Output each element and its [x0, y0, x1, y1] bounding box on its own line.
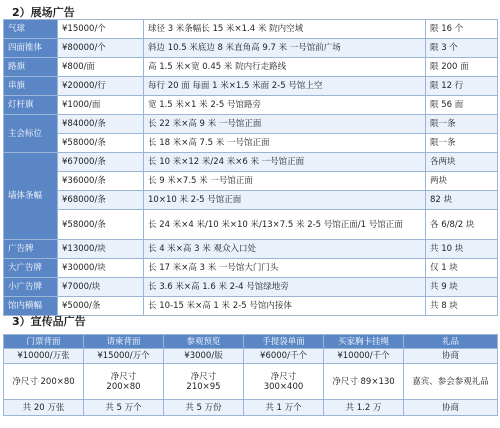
ad-type-cell: 墙体条幅: [4, 153, 58, 240]
table-row: [4, 349, 498, 364]
ad-type-cell: 灯杆旗: [4, 96, 58, 115]
price-cell: ¥36000/条: [58, 172, 144, 191]
header-row: [4, 335, 498, 349]
price-cell: ¥1000/面: [58, 96, 144, 115]
column-header: 门票背面: [4, 335, 84, 349]
limit-cell: 共 8 块: [426, 297, 498, 316]
table-row: [4, 153, 498, 172]
size-cell: 净尺寸 200×80: [4, 364, 84, 400]
spec-cell: 长 22 米×高 9 米 一号馆正面: [144, 115, 426, 134]
table-row: [4, 364, 498, 400]
size-cell: 净尺寸 300×400: [244, 364, 324, 400]
ad-type-cell: 主会标位: [4, 115, 58, 153]
price-cell: ¥800/面: [58, 58, 144, 77]
size-cell: 净尺寸 89×130: [324, 364, 404, 400]
price-cell: ¥10000/万张: [4, 349, 84, 364]
limit-cell: 限一条: [426, 134, 498, 153]
column-header: 礼品: [404, 335, 498, 349]
print-ads-table: [3, 334, 498, 416]
table-row: [4, 400, 498, 416]
table-row: [4, 39, 498, 58]
spec-cell: 长 17 米×高 3 米 一号馆大门门头: [144, 259, 426, 278]
limit-cell: 限 200 面: [426, 58, 498, 77]
table-row: [4, 191, 498, 210]
price-cell: ¥3000/版: [164, 349, 244, 364]
spec-cell: 长 9 米×7.5 米 一号馆正面: [144, 172, 426, 191]
size-cell: 净尺寸 200×80: [84, 364, 164, 400]
column-header: 买家胸卡挂绳: [324, 335, 404, 349]
price-cell: 协商: [404, 349, 498, 364]
price-cell: ¥10000/千个: [324, 349, 404, 364]
quantity-cell: 共 5 万个: [84, 400, 164, 416]
ad-type-cell: 气球: [4, 20, 58, 39]
size-cell: 嘉宾、参会参观礼品: [404, 364, 498, 400]
limit-cell: 限 3 个: [426, 39, 498, 58]
spec-cell: 长 4 米×高 3 米 观众入口处: [144, 240, 426, 259]
quantity-cell: 共 1 万个: [244, 400, 324, 416]
table-row: [4, 20, 498, 39]
limit-cell: 仅 1 块: [426, 259, 498, 278]
ad-type-cell: 四面锥体: [4, 39, 58, 58]
table-row: [4, 115, 498, 134]
price-cell: ¥80000/个: [58, 39, 144, 58]
table-row: [4, 172, 498, 191]
table-row: [4, 278, 498, 297]
spec-cell: 长 10-15 米×高 1 米 2-5 号馆内接体: [144, 297, 426, 316]
ad-type-cell: 馆内横幅: [4, 297, 58, 316]
price-cell: ¥13000/块: [58, 240, 144, 259]
spec-cell: 10×10 米 2-5 号馆正面: [144, 191, 426, 210]
column-header: 请柬背面: [84, 335, 164, 349]
price-cell: ¥30000/块: [58, 259, 144, 278]
price-cell: ¥68000/条: [58, 191, 144, 210]
quantity-cell: 共 5 万份: [164, 400, 244, 416]
spec-cell: 长 24 米×4 米/10 米×10 米/13×7.5 米 2-5 号馆正面/1 号馆正面: [144, 210, 426, 240]
table-row: [4, 77, 498, 96]
limit-cell: 两块: [426, 172, 498, 191]
spec-cell: 长 10 米×12 米/24 米×6 米 一号馆正面: [144, 153, 426, 172]
spec-cell: 长 3.6 米×高 1.6 米 2-4 号馆绿地旁: [144, 278, 426, 297]
column-header: 手提袋单面: [244, 335, 324, 349]
ad-type-cell: 路旗: [4, 58, 58, 77]
price-cell: ¥58000/条: [58, 134, 144, 153]
spec-cell: 长 18 米×高 7.5 米 一号馆正面: [144, 134, 426, 153]
size-cell: 净尺寸 210×95: [164, 364, 244, 400]
spec-cell: 球径 3 米条幅长 15 米×1.4 米 院内空域: [144, 20, 426, 39]
ad-type-cell: 串旗: [4, 77, 58, 96]
venue-ads-table: [3, 19, 498, 316]
price-cell: ¥15000/万个: [84, 349, 164, 364]
price-cell: ¥67000/条: [58, 153, 144, 172]
ad-type-cell: 大广告牌: [4, 259, 58, 278]
table-row: [4, 58, 498, 77]
spec-cell: 宽 1.5 米×1 米 2-5 号馆路旁: [144, 96, 426, 115]
table-row: [4, 134, 498, 153]
quantity-cell: 共 1.2 万: [324, 400, 404, 416]
limit-cell: 限 16 个: [426, 20, 498, 39]
table-row: [4, 210, 498, 240]
price-cell: ¥7000/块: [58, 278, 144, 297]
column-header: 参观预览: [164, 335, 244, 349]
price-cell: ¥58000/条: [58, 210, 144, 240]
limit-cell: 各两块: [426, 153, 498, 172]
table-row: [4, 96, 498, 115]
limit-cell: 限 12 行: [426, 77, 498, 96]
ad-type-cell: 广告牌: [4, 240, 58, 259]
section-title-print-ads: 3）宣传品广告: [12, 315, 86, 328]
price-cell: ¥20000/行: [58, 77, 144, 96]
table-row: [4, 240, 498, 259]
section-title-venue-ads: 2）展场广告: [12, 6, 75, 19]
quantity-cell: 协商: [404, 400, 498, 416]
limit-cell: 共 10 块: [426, 240, 498, 259]
table-row: [4, 259, 498, 278]
limit-cell: 各 6/8/2 块: [426, 210, 498, 240]
price-cell: ¥15000/个: [58, 20, 144, 39]
limit-cell: 82 块: [426, 191, 498, 210]
price-cell: ¥5000/条: [58, 297, 144, 316]
spec-cell: 高 1.5 米×宽 0.45 米 院内行走路线: [144, 58, 426, 77]
price-cell: ¥6000/千个: [244, 349, 324, 364]
limit-cell: 限 56 面: [426, 96, 498, 115]
quantity-cell: 共 20 万张: [4, 400, 84, 416]
price-cell: ¥84000/条: [58, 115, 144, 134]
spec-cell: 斜边 10.5 米底边 8 米直角高 9.7 米 一号馆前广场: [144, 39, 426, 58]
limit-cell: 限一条: [426, 115, 498, 134]
limit-cell: 共 9 块: [426, 278, 498, 297]
ad-type-cell: 小广告牌: [4, 278, 58, 297]
spec-cell: 每行 20 面 每面 1 米×1.5 米面 2-5 号馆上空: [144, 77, 426, 96]
